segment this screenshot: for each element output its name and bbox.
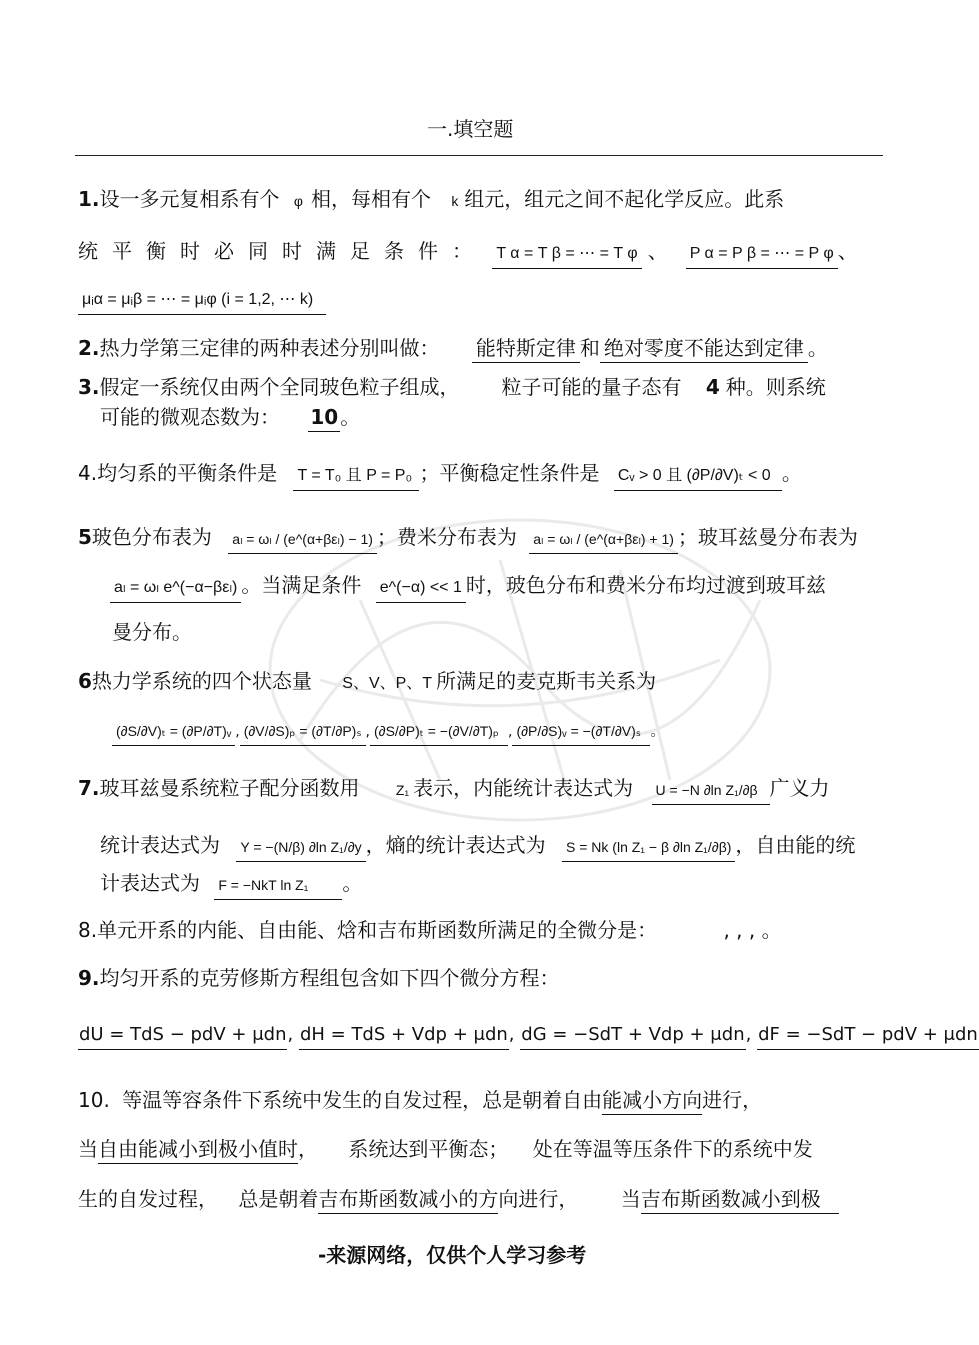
- q4-answer-1: T = T₀ 且 P = P₀: [293, 463, 419, 491]
- q2-end: 。: [807, 336, 828, 360]
- q5-text-f: 曼分布。: [112, 620, 192, 644]
- question-5-line-1: [78, 524, 858, 554]
- q1-number: 1.: [78, 187, 100, 211]
- q5-answer-condition: e^(−α) << 1: [376, 575, 466, 603]
- q1-sep-2: 、: [837, 239, 858, 263]
- q10-text-e: 系统达到平衡态；: [348, 1137, 509, 1161]
- q7-text-f: ，自由能的统: [735, 833, 856, 857]
- question-10-line-2: [78, 1136, 813, 1164]
- q10-text-i: 向进行，: [498, 1187, 579, 1211]
- question-5-line-3: [112, 619, 192, 645]
- q2-answer-1: 能特斯定律: [472, 335, 580, 363]
- q10-text-b: 进行，: [702, 1088, 763, 1112]
- q7-end: 。: [342, 871, 363, 895]
- q7-text-d: 统计表达式为: [100, 833, 220, 857]
- q3-text-d: 可能的微观态数为：: [100, 405, 280, 429]
- q5-answer-boltzmann: aₗ = ωₗ e^(−α−βεₗ): [110, 575, 241, 603]
- q10-text-d: ，: [298, 1137, 318, 1161]
- question-7-line-2: [100, 832, 855, 862]
- q7-answer-energy: U = −N ∂ln Z₁/∂β: [652, 777, 770, 805]
- q1-text-c: 组元，组元之间不起化学反应。此系: [464, 187, 785, 211]
- question-2: [78, 335, 828, 363]
- question-3-line-2: [100, 404, 360, 432]
- q6-end: 。: [650, 724, 665, 740]
- q9-equation-1: dU = TdS − pdV + μdn: [78, 1022, 287, 1050]
- q9-number: 9.: [78, 966, 100, 990]
- question-1-line-3: [78, 284, 326, 315]
- q6-relation-2: (∂V/∂S)ₚ = (∂T/∂P)ₛ: [240, 718, 366, 746]
- q5-number: 5: [78, 525, 92, 549]
- q7-text-e: ，熵的统计表达式为: [365, 833, 546, 857]
- q10-answer-1: 能减小方向: [602, 1087, 702, 1115]
- q5-text-b: ；费米分布表为: [376, 525, 517, 549]
- q6-relation-4: (∂P/∂S)ᵥ = −(∂T/∂V)ₛ: [512, 718, 650, 746]
- question-10-line-3: [78, 1186, 839, 1214]
- q6-text: 热力学系统的四个状态量: [91, 669, 312, 693]
- q8-text: 单元开系的内能、自由能、焓和吉布斯函数所满足的全微分是：: [97, 918, 658, 942]
- q5-text-c: ；玻耳兹曼分布表为: [677, 525, 858, 549]
- q1-text-d: 统平衡时必同时满足条件：: [78, 239, 486, 263]
- q10-text-h: 总是朝着: [238, 1187, 319, 1211]
- q7-partition-symbol: Z₁: [395, 782, 410, 798]
- q5-answer-fermi: aₗ = ωₗ / (e^(α+βεₗ) + 1): [529, 526, 678, 554]
- q1-text-a: 设一多元复相系有个: [99, 187, 280, 211]
- q9-sep-1: ,: [287, 1024, 294, 1045]
- q7-answer-free-energy: F = −NkT ln Z₁: [214, 872, 342, 900]
- q4-text: 均匀系的平衡条件是: [97, 461, 278, 485]
- q5-text-e: 时，玻色分布和费米分布均过渡到玻耳兹: [465, 573, 826, 597]
- q2-number: 2.: [78, 336, 100, 360]
- q6-relation-1: (∂S/∂V)ₜ = (∂P/∂T)ᵥ: [112, 718, 235, 746]
- q10-answer-4: 吉布斯函数减小到极: [641, 1186, 839, 1214]
- q3-text-c: 种。则系统: [725, 375, 826, 399]
- q4-answer-2: Cᵥ > 0 且 (∂P/∂V)ₜ < 0: [614, 463, 782, 491]
- page-title: 一.填空题: [427, 117, 514, 141]
- question-7-line-3: [100, 870, 362, 900]
- q10-number: 10.: [78, 1088, 110, 1112]
- question-6-relations: (∂S/∂V)ₜ = (∂P/∂T)ᵥ , (∂V/∂S)ₚ = (∂T/∂P)ₛ , (∂S/∂P)ₜ = −(∂V/∂T)ₚ , (∂P/∂S)ᵥ = −(∂T/∂V)ₛ 。: [112, 718, 664, 746]
- question-5-line-2: [110, 572, 826, 603]
- q2-mid: 和: [579, 336, 600, 360]
- q10-text-f: 处在等温等压条件下的系统中发: [532, 1137, 813, 1161]
- q1-k: k: [451, 193, 459, 209]
- q5-text-a: 玻色分布表为: [91, 525, 212, 549]
- question-10-line-1: [78, 1087, 762, 1115]
- q4-number: 4.: [78, 461, 98, 485]
- q1-answer-pressure: P α = P β = ⋯ = P φ: [686, 241, 838, 269]
- question-8: [78, 917, 782, 943]
- question-6-line-1: [78, 668, 656, 697]
- q5-text-d: 。当满足条件: [241, 573, 362, 597]
- q7-text-c: 广义力: [769, 776, 830, 800]
- q10-text-g: 生的自发过程，: [78, 1187, 218, 1211]
- q7-answer-entropy: S = Nk (ln Z₁ − β ∂ln Z₁/∂β): [562, 834, 735, 862]
- q7-text-g: 计表达式为: [100, 871, 200, 895]
- q9-equation-4: dF = −SdT − pdV + μdn: [757, 1022, 979, 1050]
- q8-answer: , , , 。: [723, 918, 782, 942]
- title-divider: [75, 155, 883, 156]
- q1-text-b: 相，每相有个: [310, 187, 431, 211]
- q6-number: 6: [78, 669, 92, 693]
- q3-text-b: 粒子可能的量子态有: [501, 375, 682, 399]
- q1-phi: φ: [293, 193, 303, 209]
- q1-answer-chemical-potential: μᵢα = μᵢβ = ⋯ = μᵢφ (i = 1,2, ⋯ k): [78, 287, 326, 315]
- q9-sep-3: ,: [745, 1024, 752, 1045]
- question-7-line-1: [78, 775, 830, 805]
- q6-text-b: 所满足的麦克斯韦关系为: [436, 669, 657, 693]
- q1-sep-1: 、: [647, 239, 668, 263]
- q10-text-c: 当: [78, 1137, 98, 1161]
- q7-answer-force: Y = −(N/β) ∂ln Z₁/∂y: [236, 834, 365, 862]
- q3-end: 。: [340, 405, 361, 429]
- q9-sep-2: ,: [508, 1024, 515, 1045]
- q2-text: 热力学第三定律的两种表述分别叫做：: [99, 336, 440, 360]
- question-3-line-1: [78, 374, 826, 400]
- q4-mid: ；平衡稳定性条件是: [419, 461, 600, 485]
- q3-answer: 10: [308, 404, 340, 432]
- question-1-line-1: [78, 186, 784, 214]
- question-4: [78, 460, 802, 491]
- q8-number: 8.: [78, 918, 98, 942]
- question-9: [78, 965, 560, 991]
- q7-text-a: 玻耳兹曼系统粒子配分函数用: [99, 776, 360, 800]
- q10-answer-3: 吉布斯函数减小的方: [318, 1186, 498, 1214]
- q6-variables: S、V、P、T: [342, 675, 433, 692]
- q3-states: 4: [705, 375, 720, 399]
- q10-text-a: 等温等容条件下系统中发生的自发过程，总是朝着自由: [122, 1088, 603, 1112]
- q7-text-b: 表示，内能统计表达式为: [413, 776, 634, 800]
- q2-answer-2: 绝对零度不能达到定律: [600, 335, 808, 363]
- question-9-equations: [78, 1022, 979, 1050]
- q3-number: 3.: [78, 375, 100, 399]
- q10-text-j: 当: [620, 1187, 641, 1211]
- q6-relation-3: (∂S/∂P)ₜ = −(∂V/∂T)ₚ: [370, 718, 508, 746]
- q10-answer-2: 自由能减小到极小值时: [98, 1136, 298, 1164]
- q5-answer-bose: aₗ = ωₗ / (e^(α+βεₗ) − 1): [228, 526, 377, 554]
- q1-answer-temperature: T α = T β = ⋯ = T φ: [492, 241, 641, 269]
- q3-text-a: 假定一系统仅由两个全同玻色粒子组成，: [99, 375, 460, 399]
- q9-equation-2: dH = TdS + Vdp + μdn: [299, 1022, 509, 1050]
- q4-end: 。: [781, 461, 802, 485]
- page-footer: -来源网络，仅供个人学习参考: [318, 1243, 587, 1267]
- question-1-line-2: [78, 238, 858, 269]
- q9-text: 均匀开系的克劳修斯方程组包含如下四个微分方程：: [99, 966, 560, 990]
- q7-number: 7.: [78, 776, 100, 800]
- q9-equation-3: dG = −SdT + Vdp + μdn: [520, 1022, 745, 1050]
